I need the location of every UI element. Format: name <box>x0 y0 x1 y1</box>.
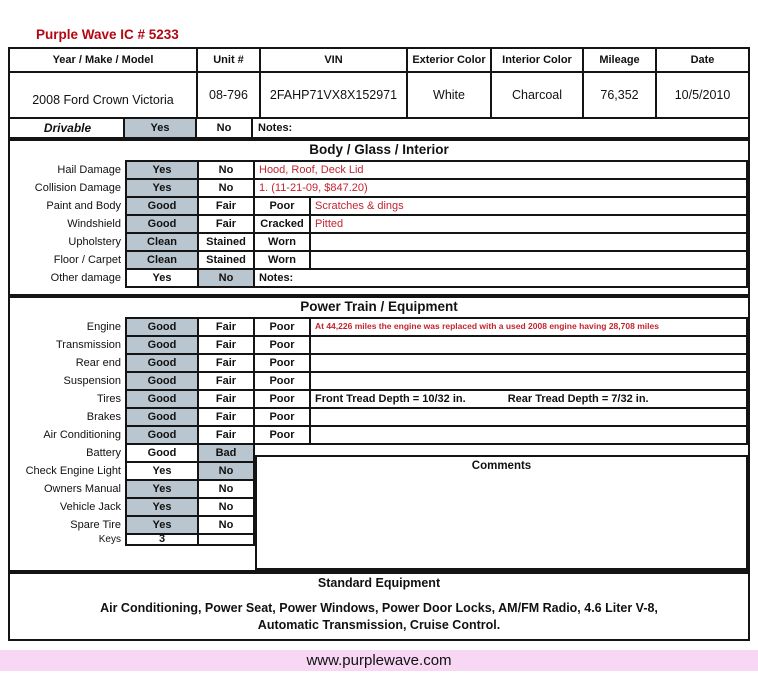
suspension-poor: Poor <box>253 371 311 391</box>
spare-tire-yes: Yes <box>125 515 199 535</box>
row-hail-damage <box>10 160 748 180</box>
equipment-line1: Air Conditioning, Power Seat, Power Windows, Power Door Locks, AM/FM Radio, 4.6 Liter V-8, <box>100 601 658 615</box>
row-collision-damage <box>10 178 748 198</box>
drivable-no-cell: No <box>195 117 253 139</box>
engine-good: Good <box>125 317 199 337</box>
vehicle-year-make-model <box>10 73 198 117</box>
paint-body-good: Good <box>125 196 199 216</box>
air-conditioning-good: Good <box>125 425 199 445</box>
tires-front-tread: Front Tread Depth = 10/32 in. <box>315 393 466 405</box>
air-conditioning-label: Air Conditioning <box>43 429 121 441</box>
paint-body-fair: Fair <box>197 196 255 216</box>
suspension-good: Good <box>125 371 199 391</box>
drivable-yes-cell: Yes <box>123 117 197 139</box>
tires-rear-tread: Rear Tread Depth = 7/32 in. <box>507 393 649 405</box>
row-transmission <box>10 335 748 355</box>
spare-tire-label: Spare Tire <box>70 519 121 531</box>
spare-tire-no: No <box>197 515 255 535</box>
tires-good: Good <box>125 389 199 409</box>
vehicle-exterior-color: White <box>408 73 492 117</box>
power-train-equipment-section <box>8 296 750 572</box>
body-glass-interior-section <box>8 139 750 296</box>
equipment-line2: Automatic Transmission, Cruise Control. <box>257 618 501 632</box>
floor-carpet-clean: Clean <box>125 250 199 270</box>
floor-carpet-stained: Stained <box>197 250 255 270</box>
other-damage-label: Other damage <box>50 272 121 284</box>
transmission-note <box>309 335 748 355</box>
upholstery-note <box>309 232 748 252</box>
owners-manual-yes: Yes <box>125 479 199 499</box>
standard-equipment-section <box>8 572 750 641</box>
upholstery-clean: Clean <box>125 232 199 252</box>
vehicle-vin: 2FAHP71VX8X152971 <box>261 73 408 117</box>
air-conditioning-poor: Poor <box>253 425 311 445</box>
check-engine-light-yes: Yes <box>125 461 199 481</box>
owners-manual-no: No <box>197 479 255 499</box>
upholstery-worn: Worn <box>253 232 311 252</box>
tires-fair: Fair <box>197 389 255 409</box>
rear-end-good: Good <box>125 353 199 373</box>
windshield-label: Windshield <box>67 218 121 230</box>
standard-equipment-list <box>10 600 748 634</box>
col-exterior-color: Exterior Color <box>408 49 492 73</box>
col-mileage: Mileage <box>584 49 657 73</box>
rear-end-note <box>309 353 748 373</box>
engine-fair: Fair <box>197 317 255 337</box>
suspension-fair: Fair <box>197 371 255 391</box>
vehicle-header-table <box>8 47 750 119</box>
row-suspension <box>10 371 748 391</box>
vehicle-mileage: 76,352 <box>584 73 657 117</box>
vehicle-jack-no: No <box>197 497 255 517</box>
collision-damage-note: 1. (11-21-09, $847.20) <box>253 178 748 198</box>
vehicle-header-row <box>10 49 748 73</box>
windshield-cracked: Cracked <box>253 214 311 234</box>
engine-label: Engine <box>86 321 121 333</box>
vehicle-data-row <box>10 73 748 117</box>
floor-carpet-note <box>309 250 748 270</box>
row-tires <box>10 389 748 409</box>
transmission-poor: Poor <box>253 335 311 355</box>
paint-body-poor: Poor <box>253 196 311 216</box>
brakes-good: Good <box>125 407 199 427</box>
check-engine-light-label: Check Engine Light <box>25 465 121 477</box>
row-other-damage <box>10 268 748 288</box>
hail-damage-yes: Yes <box>125 160 199 180</box>
transmission-label: Transmission <box>56 339 121 351</box>
footer-band <box>0 650 758 671</box>
row-engine <box>10 317 748 337</box>
row-floor-carpet <box>10 250 748 270</box>
battery-good: Good <box>125 443 199 463</box>
col-year-make-model: Year / Make / Model <box>10 49 198 73</box>
windshield-note: Pitted <box>309 214 748 234</box>
vehicle-jack-label: Vehicle Jack <box>59 501 121 513</box>
row-brakes <box>10 407 748 427</box>
hail-damage-note: Hood, Roof, Deck Lid <box>253 160 748 180</box>
comments-title: Comments <box>471 460 532 472</box>
col-vin: VIN <box>261 49 408 73</box>
tires-label: Tires <box>96 393 121 405</box>
vehicle-date: 10/5/2010 <box>674 88 731 102</box>
windshield-fair: Fair <box>197 214 255 234</box>
windshield-good: Good <box>125 214 199 234</box>
col-unit-number: Unit # <box>198 49 261 73</box>
report-title: Purple Wave IC # 5233 <box>36 27 179 42</box>
other-damage-yes: Yes <box>125 268 199 288</box>
collision-damage-label: Collision Damage <box>34 182 121 194</box>
row-rear-end <box>10 353 748 373</box>
suspension-note <box>309 371 748 391</box>
vehicle-jack-yes: Yes <box>125 497 199 517</box>
row-air-conditioning <box>10 425 748 445</box>
upholstery-stained: Stained <box>197 232 255 252</box>
vehicle-line1: 2008 Ford Crown Victoria <box>32 93 174 107</box>
floor-carpet-label: Floor / Carpet <box>53 254 121 266</box>
brakes-fair: Fair <box>197 407 255 427</box>
comments-box <box>255 455 748 570</box>
hail-damage-no: No <box>197 160 255 180</box>
vehicle-unit-number: 08-796 <box>198 73 261 117</box>
battery-bad: Bad <box>197 443 255 463</box>
row-upholstery <box>10 232 748 252</box>
collision-damage-no: No <box>197 178 255 198</box>
brakes-label: Brakes <box>86 411 121 423</box>
drivable-notes-label: Notes: <box>258 122 293 134</box>
row-paint-and-body <box>10 196 748 216</box>
col-interior-color: Interior Color <box>492 49 584 73</box>
col-date: Date <box>657 49 748 73</box>
brakes-note <box>309 407 748 427</box>
check-engine-light-no: No <box>197 461 255 481</box>
brakes-poor: Poor <box>253 407 311 427</box>
power-section-title: Power Train / Equipment <box>300 299 458 314</box>
transmission-fair: Fair <box>197 335 255 355</box>
drivable-label: Drivable <box>43 121 92 135</box>
air-conditioning-note <box>309 425 748 445</box>
paint-body-label: Paint and Body <box>46 200 121 212</box>
floor-carpet-worn: Worn <box>253 250 311 270</box>
vehicle-interior-color: Charcoal <box>492 73 584 117</box>
battery-label: Battery <box>86 447 121 459</box>
drivable-row <box>8 117 750 139</box>
owners-manual-label: Owners Manual <box>43 483 121 495</box>
transmission-good: Good <box>125 335 199 355</box>
other-damage-notes-label: Notes: <box>253 268 748 288</box>
keys-empty-cell <box>197 533 255 546</box>
keys-count: 3 <box>125 533 199 546</box>
rear-end-fair: Fair <box>197 353 255 373</box>
air-conditioning-fair: Fair <box>197 425 255 445</box>
row-windshield <box>10 214 748 234</box>
tires-note <box>309 389 748 409</box>
rear-end-poor: Poor <box>253 353 311 373</box>
standard-equipment-title: Standard Equipment <box>317 576 441 590</box>
footer-url: www.purplewave.com <box>306 652 452 669</box>
suspension-label: Suspension <box>63 375 121 387</box>
keys-label: Keys <box>98 534 121 545</box>
engine-poor: Poor <box>253 317 311 337</box>
paint-body-note: Scratches & dings <box>309 196 748 216</box>
collision-damage-yes: Yes <box>125 178 199 198</box>
other-damage-no: No <box>197 268 255 288</box>
rear-end-label: Rear end <box>75 357 121 369</box>
tires-poor: Poor <box>253 389 311 409</box>
engine-note: At 44,226 miles the engine was replaced with a used 2008 engine having 28,708 miles <box>309 317 748 337</box>
body-section-title: Body / Glass / Interior <box>309 142 449 157</box>
hail-damage-label: Hail Damage <box>57 164 121 176</box>
upholstery-label: Upholstery <box>68 236 121 248</box>
